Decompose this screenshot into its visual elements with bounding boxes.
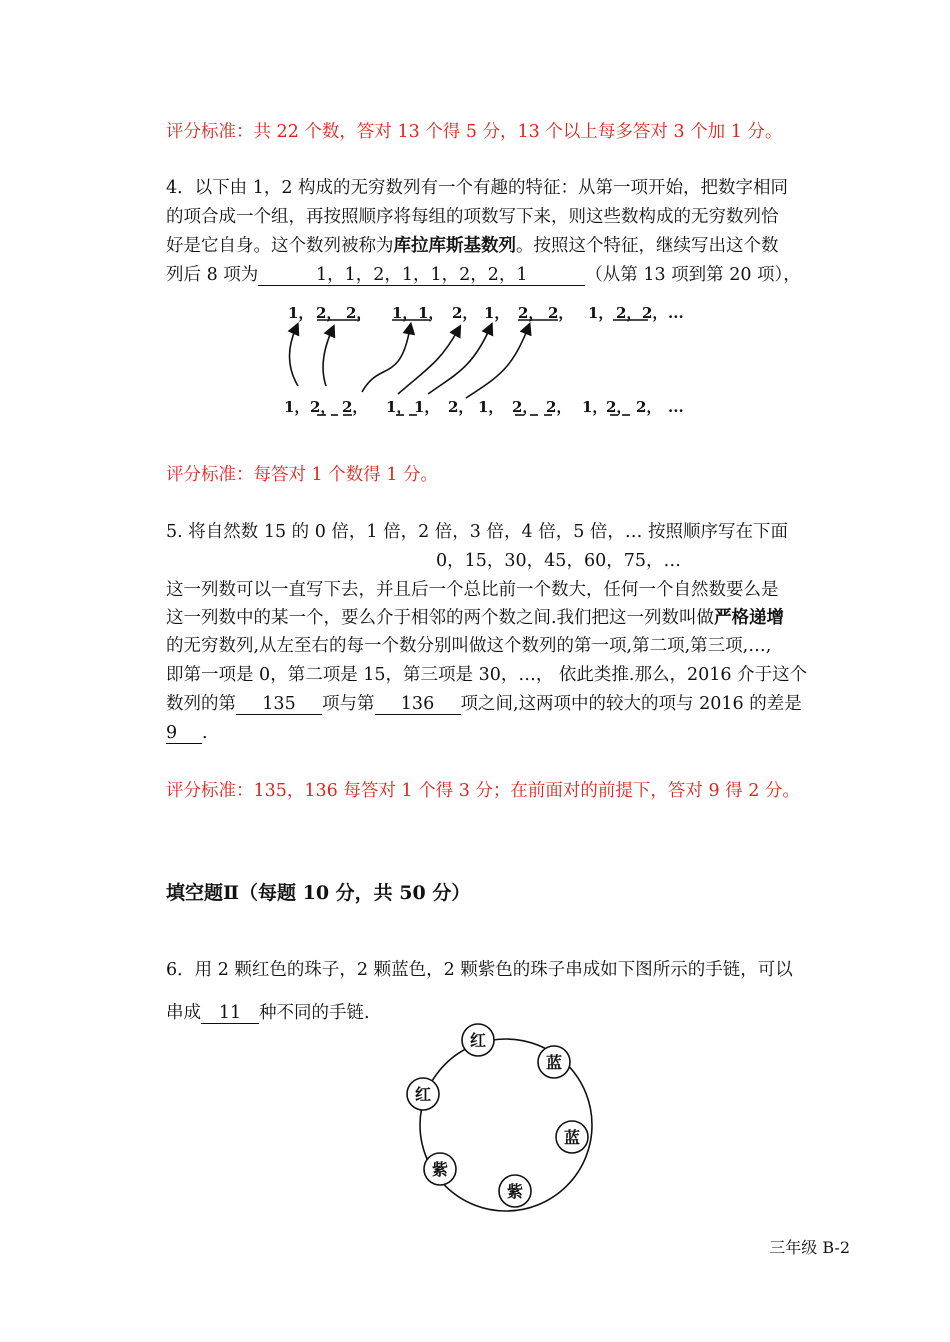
top-term-12: 2， [642,304,668,322]
arrow-6 [466,328,528,398]
q5-scoring: 评分标准：135，136 每答对 1 个得 3 分；在前面对的前提下，答对 9 得 2 分。 [166,781,800,801]
bottom-term-1: 1， [284,398,310,416]
top-term-1: 1， [288,304,314,322]
q5-line-7: 9 . [166,723,208,743]
bottom-term-7: 1， [478,398,504,416]
q5-line-5: 即第一项是 0，第二项是 15，第三项是 30，…， 依此类推.那么，2016 介于这个 [166,665,808,685]
top-term-5: 1， [418,304,444,322]
q5-sequence: 0，15，30，45，60，75，… [436,551,681,571]
q4-line-4: 列后 8 项为 1，1，2，1，1，2，2，1 （从第 13 项到第 20 项）， [166,265,801,285]
bottom-term-12: 2， [636,398,662,416]
q5-line-4: 的无穷数列,从左至右的每一个数分别叫做这个数列的第一项,第二项,第三项,…, [166,636,772,656]
q4-line-3: 好是它自身。这个数列被称为库拉库斯基数列。按照这个特征，继续写出这个数 [166,236,779,256]
q6-answer-blank: 11 [201,1003,259,1024]
bottom-term-6: 2， [448,398,474,416]
q4-line-1: 4．以下由 1，2 构成的无穷数列有一个有趣的特征：从第一项开始，把数字相同 [166,178,789,198]
arrow-1 [290,328,299,386]
q6-line-2: 串成 11 种不同的手链. [166,1003,370,1023]
bead-label-2: 蓝 [545,1053,563,1072]
q6-line-1: 6．用 2 颗红色的珠子，2 颗蓝色，2 颗紫色的珠子串成如下图所示的手链，可以 [166,960,793,980]
bottom-term-10: 1， [582,398,608,416]
bottom-term-9: 2， [546,398,572,416]
bead-5 [424,1153,456,1185]
q3-scoring: 评分标准：共 22 个数，答对 13 个得 5 分，13 个以上每多答对 3 个加 1 分。 [166,122,783,142]
q5-answer-1: 135 [236,694,322,715]
bottom-term-8: 2， [512,398,538,416]
top-term-3: 2， [346,304,372,322]
bottom-term-3: 2， [342,398,368,416]
bead-4 [499,1175,531,1207]
bead-label-5: 紫 [431,1160,449,1179]
top-term-4: 1， [392,304,418,322]
bead-label-4: 紫 [506,1182,524,1201]
bottom-term-5: 1， [414,398,440,416]
arrow-5 [428,328,490,394]
kolakoski-diagram [280,298,700,424]
bottom-term-11: 2， [606,398,632,416]
term-strictly-increasing: 严格递增 [714,608,785,628]
q4-line-2: 的项合成一个组，再按照顺序将每组的项数写下来，则这些数构成的无穷数列恰 [166,207,779,227]
q5-line-3: 这一列数中的某一个，要么介于相邻的两个数之间.我们把这一列数叫做严格递增 [166,608,785,628]
q5-line-6: 数列的第 135 项与第 136 项之间,这两项中的较大的项与 2016 的差是 [166,694,802,714]
bead-3 [556,1121,588,1153]
bead-6 [407,1078,439,1110]
bead-label-6: 红 [414,1085,432,1104]
top-term-11: 2， [616,304,642,322]
top-term-2: 2， [316,304,342,322]
bead-label-1: 红 [469,1031,487,1050]
bottom-term-2: 2， [310,398,336,416]
bottom-term-13: ... [668,398,684,416]
arrow-3 [362,328,410,392]
term-kolakoski: 库拉库斯基数列 [393,236,516,256]
page-footer: 三年级 B-2 [769,1238,850,1257]
top-term-13: ... [668,304,684,322]
bead-2 [538,1046,570,1078]
bead-label-3: 蓝 [563,1128,581,1147]
top-term-9: 2， [548,304,574,322]
top-term-6: 2， [452,304,478,322]
section-heading: 填空题Ⅱ（每题 10 分，共 50 分） [166,882,471,904]
bead-1 [462,1024,494,1056]
q4-answer-blank: 1，1，2，1，1，2，2，1 [258,265,585,286]
bottom-term-4: 1， [386,398,412,416]
q5-answer-2: 136 [375,694,461,715]
top-term-7: 1， [484,304,510,322]
q5-answer-3: 9 [166,723,202,744]
bracelet-diagram [395,1020,615,1216]
q4-scoring: 评分标准：每答对 1 个数得 1 分。 [166,465,439,485]
q5-line-2: 这一列数可以一直写下去，并且后一个总比前一个数大，任何一个自然数要么是 [166,580,779,600]
top-term-8: 2， [518,304,544,322]
q5-line-1: 5. 将自然数 15 的 0 倍，1 倍，2 倍，3 倍，4 倍，5 倍，… 按照顺序写在下面 [166,522,788,542]
top-term-10: 1， [588,304,614,322]
arrow-2 [323,330,332,386]
